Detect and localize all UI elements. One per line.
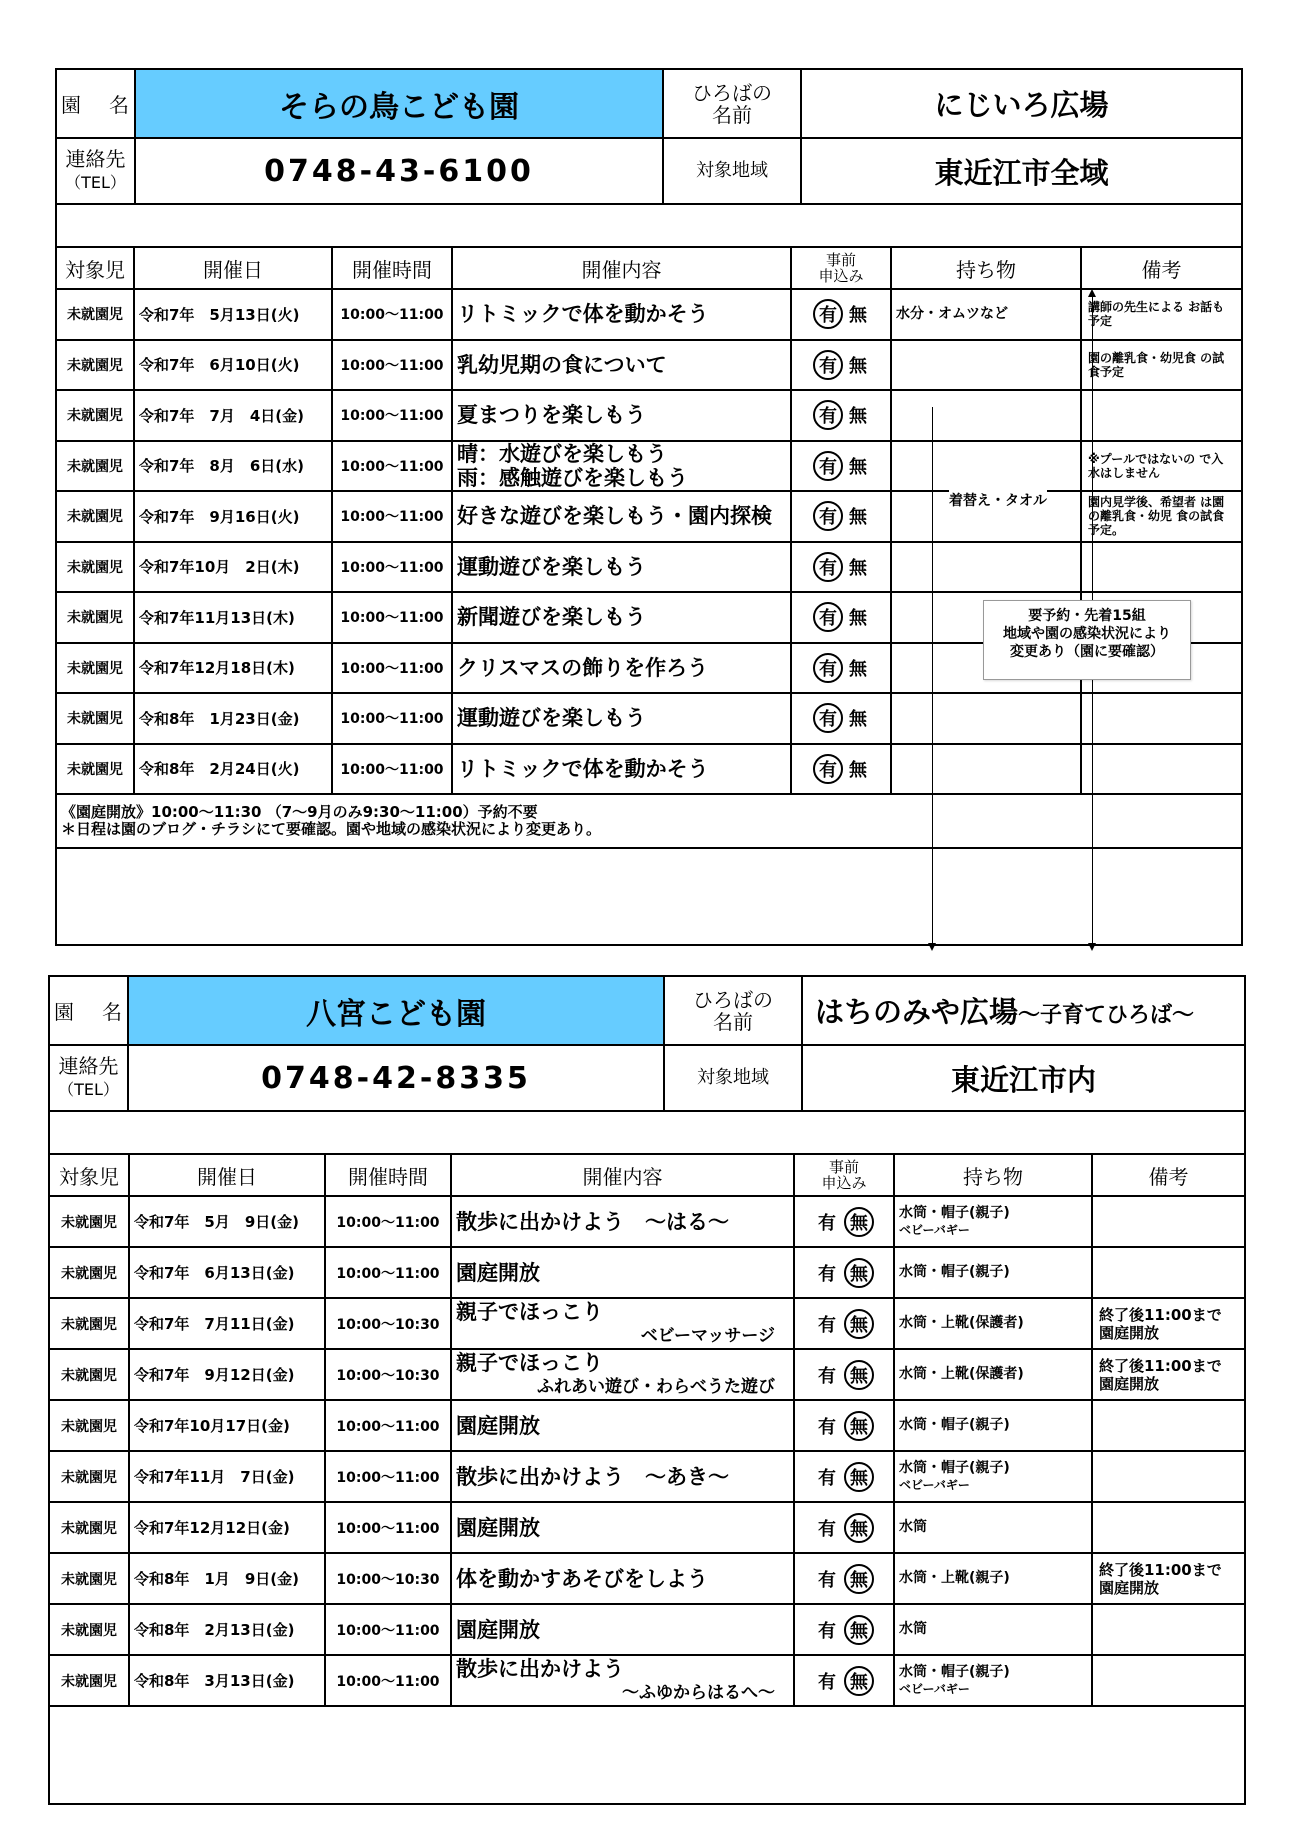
date-cell: 令和8年 3月13日(金) [129, 1655, 325, 1706]
content-cell: 園庭開放 [451, 1400, 794, 1451]
items-cell [891, 744, 1081, 795]
content-cell: 乳幼児期の食について [452, 340, 791, 391]
event-row [57, 390, 1241, 441]
date-cell: 令和7年 6月10日(火) [134, 340, 332, 391]
items-cell: 水筒・帽子(親子) [894, 1247, 1092, 1298]
facility-name: 八宮こども園 [128, 977, 664, 1045]
target-cell: 未就園児 [57, 491, 134, 542]
hiroba-name: にじいろ広場 [801, 70, 1241, 138]
apply-no-circled: 無 [844, 1513, 874, 1543]
schedule-block-hachinomiya [48, 975, 1246, 1805]
hiroba-label: ひろばの 名前 [663, 70, 801, 138]
apply-cell [791, 289, 891, 340]
apply-no-circled: 無 [844, 1615, 874, 1645]
items-cell: 水筒 [894, 1604, 1092, 1655]
target-cell: 未就園児 [57, 643, 134, 694]
date-cell: 令和7年11月 7日(金) [129, 1451, 325, 1502]
content-cell: 散歩に出かけよう ～ふゆからはるへ～ [451, 1655, 794, 1706]
apply-yes: 有 [818, 1212, 836, 1234]
area-label: 対象地域 [663, 138, 801, 204]
time-cell: 10:00～11:00 [332, 340, 452, 391]
time-cell: 10:00～11:00 [325, 1502, 451, 1553]
column-header-row [50, 1155, 1244, 1196]
notes-cell: 園内見学後、希望者 は園の離乳食・幼児 食の試食予定。 [1081, 491, 1241, 542]
date-cell: 令和7年10月 2日(木) [134, 542, 332, 593]
apply-cell [794, 1298, 894, 1349]
time-cell: 10:00～10:30 [325, 1553, 451, 1604]
apply-cell [794, 1553, 894, 1604]
event-row [57, 491, 1241, 542]
date-cell: 令和8年 1月23日(金) [134, 693, 332, 744]
items-cell: 水筒・帽子(親子) [894, 1400, 1092, 1451]
content-cell: 体を動かすあそびをしよう [451, 1553, 794, 1604]
apply-no-circled: 無 [844, 1666, 874, 1696]
apply-no-circled: 無 [844, 1207, 874, 1237]
date-cell: 令和8年 1月 9日(金) [129, 1553, 325, 1604]
target-cell: 未就園児 [57, 340, 134, 391]
event-row [50, 1502, 1244, 1553]
notes-cell: 園の離乳食・幼児食 の試食予定 [1081, 340, 1241, 391]
target-cell: 未就園児 [50, 1349, 129, 1400]
time-cell: 10:00～11:00 [332, 542, 452, 593]
col-items: 持ち物 [891, 248, 1081, 289]
apply-no-circled: 無 [844, 1258, 874, 1288]
event-row [57, 289, 1241, 340]
apply-cell [794, 1655, 894, 1706]
content-cell: リトミックで体を動かそう [452, 744, 791, 795]
items-cell: 水筒 [894, 1502, 1092, 1553]
apply-yes: 有 [818, 1569, 836, 1591]
target-area: 東近江市内 [802, 1045, 1244, 1111]
apply-no: 無 [849, 759, 867, 781]
col-content: 開催内容 [452, 248, 791, 289]
items-cell [891, 441, 1081, 492]
time-cell: 10:00～11:00 [332, 744, 452, 795]
apply-no-circled: 無 [844, 1462, 874, 1492]
hiroba-name: はちのみや広場～子育てひろば～ [802, 977, 1244, 1045]
apply-yes-circled: 有 [813, 400, 843, 430]
schedule-block-sorano [55, 68, 1243, 946]
notes-cell [1081, 744, 1241, 795]
event-row [50, 1196, 1244, 1247]
info-header-table [50, 977, 1244, 1155]
apply-yes: 有 [818, 1467, 836, 1489]
apply-cell [791, 643, 891, 694]
time-cell: 10:00～10:30 [325, 1349, 451, 1400]
apply-cell [791, 340, 891, 391]
content-cell: 好きな遊びを楽しもう・園内探検 [452, 491, 791, 542]
apply-yes-circled: 有 [813, 754, 843, 784]
date-cell: 令和7年 6月13日(金) [129, 1247, 325, 1298]
tel-number: 0748-43-6100 [135, 138, 663, 204]
contact-label: 連絡先 （TEL） [50, 1045, 128, 1111]
target-cell: 未就園児 [57, 542, 134, 593]
date-cell: 令和7年 9月16日(火) [134, 491, 332, 542]
items-cell: 水筒・帽子(親子) ベビーバギー [894, 1196, 1092, 1247]
col-date: 開催日 [134, 248, 332, 289]
apply-cell [791, 542, 891, 593]
apply-no: 無 [849, 305, 867, 327]
col-apply: 事前 申込み [794, 1155, 894, 1196]
notes-cell [1081, 693, 1241, 744]
apply-cell [794, 1400, 894, 1451]
target-cell: 未就園児 [50, 1298, 129, 1349]
items-cell: 水筒・帽子(親子) ベビーバギー [894, 1655, 1092, 1706]
target-cell: 未就園児 [50, 1502, 129, 1553]
blank-row [57, 204, 1241, 247]
target-cell: 未就園児 [57, 592, 134, 643]
target-cell: 未就園児 [50, 1655, 129, 1706]
date-cell: 令和7年 5月 9日(金) [129, 1196, 325, 1247]
apply-cell [791, 390, 891, 441]
notes-cell: 講師の先生による お話も予定 [1081, 289, 1241, 340]
content-cell: 夏まつりを楽しもう [452, 390, 791, 441]
apply-no: 無 [849, 507, 867, 529]
items-cell: 水筒・上靴(保護者) [894, 1349, 1092, 1400]
apply-no-circled: 無 [844, 1564, 874, 1594]
time-cell: 10:00～11:00 [325, 1655, 451, 1706]
time-cell: 10:00～11:00 [332, 441, 452, 492]
time-cell: 10:00～11:00 [325, 1400, 451, 1451]
target-cell: 未就園児 [50, 1451, 129, 1502]
apply-no: 無 [849, 709, 867, 731]
event-row [57, 693, 1241, 744]
event-table [57, 248, 1241, 849]
event-row [50, 1247, 1244, 1298]
target-cell: 未就園児 [57, 289, 134, 340]
col-content: 開催内容 [451, 1155, 794, 1196]
col-date: 開催日 [129, 1155, 325, 1196]
items-span-arrow [932, 407, 933, 949]
date-cell: 令和7年 9月12日(金) [129, 1349, 325, 1400]
col-target: 対象児 [57, 248, 134, 289]
target-cell: 未就園児 [50, 1553, 129, 1604]
apply-yes: 有 [818, 1518, 836, 1540]
apply-no-circled: 無 [844, 1360, 874, 1390]
apply-cell [791, 491, 891, 542]
reservation-callout: 要予約・先着15組 地域や園の感染状況により 変更あり（園に要確認） [983, 600, 1191, 680]
apply-yes-circled: 有 [813, 703, 843, 733]
apply-yes: 有 [818, 1263, 836, 1285]
content-cell: クリスマスの飾りを作ろう [452, 643, 791, 694]
items-cell: 水分・オムツなど [891, 289, 1081, 340]
content-cell: 晴：水遊びを楽しもう 雨：感触遊びを楽しもう [452, 441, 791, 492]
apply-yes-circled: 有 [813, 299, 843, 329]
items-cell [891, 693, 1081, 744]
apply-yes: 有 [818, 1620, 836, 1642]
col-notes: 備考 [1092, 1155, 1244, 1196]
apply-yes-circled: 有 [813, 602, 843, 632]
info-header-table [57, 70, 1241, 248]
col-items: 持ち物 [894, 1155, 1092, 1196]
apply-cell [791, 441, 891, 492]
apply-no: 無 [849, 456, 867, 478]
notes-cell [1081, 542, 1241, 593]
date-cell: 令和7年 7月11日(金) [129, 1298, 325, 1349]
col-notes: 備考 [1081, 248, 1241, 289]
notes-cell [1092, 1400, 1244, 1451]
content-cell: 運動遊びを楽しもう [452, 542, 791, 593]
notes-cell: 終了後11:00まで 園庭開放 [1092, 1298, 1244, 1349]
content-cell: 親子でほっこり ベビーマッサージ [451, 1298, 794, 1349]
time-cell: 10:00～11:00 [332, 289, 452, 340]
target-cell: 未就園児 [50, 1604, 129, 1655]
col-target: 対象児 [50, 1155, 129, 1196]
footer-notes: 《園庭開放》10:00～11:30 （7～9月のみ9:30～11:00）予約不要 ＊日程は園のブログ・チラシにて要確認。園や地域の感染状況により変更あり。 [57, 794, 1241, 848]
notes-cell: 終了後11:00まで 園庭開放 [1092, 1349, 1244, 1400]
area-label: 対象地域 [664, 1045, 802, 1111]
apply-yes: 有 [818, 1314, 836, 1336]
time-cell: 10:00～11:00 [325, 1196, 451, 1247]
event-table [50, 1155, 1244, 1707]
name-label: 園 名 [57, 70, 135, 138]
items-cell [891, 542, 1081, 593]
notes-cell [1092, 1247, 1244, 1298]
apply-yes: 有 [818, 1416, 836, 1438]
event-row [50, 1400, 1244, 1451]
tel-number: 0748-42-8335 [128, 1045, 664, 1111]
notes-cell: 終了後11:00まで 園庭開放 [1092, 1553, 1244, 1604]
contact-label: 連絡先 （TEL） [57, 138, 135, 204]
date-cell: 令和8年 2月24日(火) [134, 744, 332, 795]
event-row [50, 1349, 1244, 1400]
notes-cell: ※プールではないの で入水はしません [1081, 441, 1241, 492]
apply-cell [791, 693, 891, 744]
time-cell: 10:00～11:00 [325, 1247, 451, 1298]
content-cell: 散歩に出かけよう ～はる～ [451, 1196, 794, 1247]
items-cell: 水筒・上靴(保護者) [894, 1298, 1092, 1349]
time-cell: 10:00～11:00 [332, 491, 452, 542]
time-cell: 10:00～11:00 [332, 693, 452, 744]
time-cell: 10:00～11:00 [325, 1451, 451, 1502]
notes-cell [1081, 390, 1241, 441]
apply-yes: 有 [818, 1365, 836, 1387]
blank-row [50, 1111, 1244, 1154]
items-span-label: 着替え・タオル [949, 490, 1047, 510]
notes-cell [1092, 1196, 1244, 1247]
notes-cell [1092, 1451, 1244, 1502]
time-cell: 10:00～11:00 [332, 643, 452, 694]
time-cell: 10:00～10:30 [325, 1298, 451, 1349]
content-cell: リトミックで体を動かそう [452, 289, 791, 340]
content-cell: 散歩に出かけよう ～あき～ [451, 1451, 794, 1502]
event-row [50, 1655, 1244, 1706]
apply-cell [794, 1502, 894, 1553]
event-row [50, 1451, 1244, 1502]
apply-cell [794, 1604, 894, 1655]
content-cell: 園庭開放 [451, 1604, 794, 1655]
col-time: 開催時間 [325, 1155, 451, 1196]
apply-cell [794, 1349, 894, 1400]
apply-no: 無 [849, 658, 867, 680]
date-cell: 令和7年 5月13日(火) [134, 289, 332, 340]
apply-cell [791, 744, 891, 795]
target-cell: 未就園児 [50, 1400, 129, 1451]
target-cell: 未就園児 [57, 693, 134, 744]
target-area: 東近江市全域 [801, 138, 1241, 204]
content-cell: 園庭開放 [451, 1247, 794, 1298]
apply-yes-circled: 有 [813, 552, 843, 582]
items-cell: 水筒・上靴(親子) [894, 1553, 1092, 1604]
event-row [50, 1604, 1244, 1655]
target-cell: 未就園児 [57, 390, 134, 441]
content-cell: 園庭開放 [451, 1502, 794, 1553]
time-cell: 10:00～11:00 [332, 390, 452, 441]
apply-no-circled: 無 [844, 1411, 874, 1441]
apply-yes: 有 [818, 1671, 836, 1693]
date-cell: 令和7年 8月 6日(水) [134, 441, 332, 492]
date-cell: 令和7年 7月 4日(金) [134, 390, 332, 441]
apply-cell [791, 592, 891, 643]
notes-cell [1092, 1502, 1244, 1553]
event-row [57, 441, 1241, 492]
notes-cell [1092, 1655, 1244, 1706]
apply-cell [794, 1247, 894, 1298]
apply-no: 無 [849, 406, 867, 428]
apply-yes-circled: 有 [813, 653, 843, 683]
apply-no: 無 [849, 355, 867, 377]
column-header-row [57, 248, 1241, 289]
content-cell: 親子でほっこり ふれあい遊び・わらべうた遊び [451, 1349, 794, 1400]
date-cell: 令和7年12月12日(金) [129, 1502, 325, 1553]
name-label: 園 名 [50, 977, 128, 1045]
apply-no: 無 [849, 557, 867, 579]
event-row [57, 744, 1241, 795]
target-cell: 未就園児 [50, 1196, 129, 1247]
target-cell: 未就園児 [57, 441, 134, 492]
apply-yes-circled: 有 [813, 501, 843, 531]
col-apply: 事前 申込み [791, 248, 891, 289]
hiroba-label: ひろばの 名前 [664, 977, 802, 1045]
event-row [50, 1298, 1244, 1349]
date-cell: 令和7年10月17日(金) [129, 1400, 325, 1451]
facility-name: そらの鳥こども園 [135, 70, 663, 138]
items-cell [891, 340, 1081, 391]
target-cell: 未就園児 [57, 744, 134, 795]
items-cell [891, 390, 1081, 441]
notes-cell [1092, 1604, 1244, 1655]
date-cell: 令和7年12月18日(木) [134, 643, 332, 694]
event-row [57, 340, 1241, 391]
apply-no: 無 [849, 608, 867, 630]
apply-no-circled: 無 [844, 1309, 874, 1339]
content-cell: 新聞遊びを楽しもう [452, 592, 791, 643]
date-cell: 令和8年 2月13日(金) [129, 1604, 325, 1655]
time-cell: 10:00～11:00 [332, 592, 452, 643]
apply-yes-circled: 有 [813, 451, 843, 481]
apply-cell [794, 1196, 894, 1247]
target-cell: 未就園児 [50, 1247, 129, 1298]
content-cell: 運動遊びを楽しもう [452, 693, 791, 744]
apply-yes-circled: 有 [813, 350, 843, 380]
time-cell: 10:00～11:00 [325, 1604, 451, 1655]
col-time: 開催時間 [332, 248, 452, 289]
apply-cell [794, 1451, 894, 1502]
date-cell: 令和7年11月13日(木) [134, 592, 332, 643]
event-row [50, 1553, 1244, 1604]
event-row [57, 542, 1241, 593]
items-cell: 水筒・帽子(親子) ベビーバギー [894, 1451, 1092, 1502]
